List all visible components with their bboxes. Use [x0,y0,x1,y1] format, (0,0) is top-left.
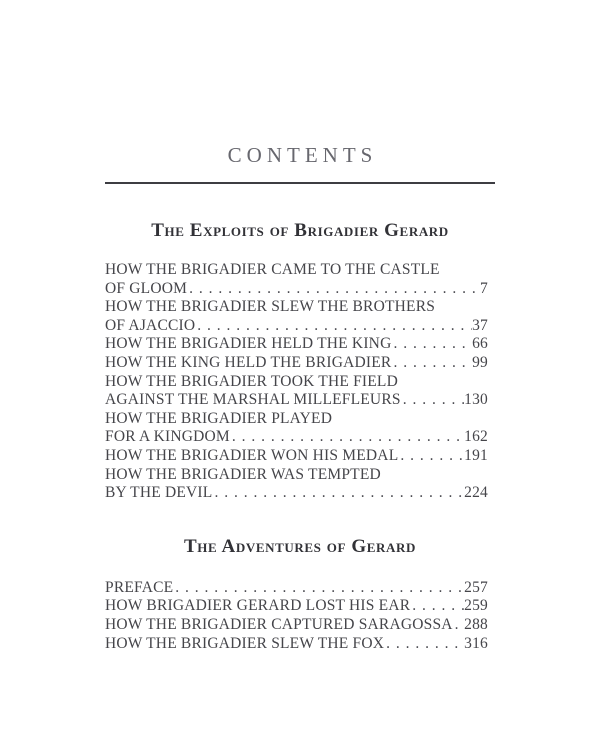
dot-leader [393,354,472,373]
toc-entry-line [105,298,488,317]
entry-text: HOW THE BRIGADIER SLEW THE FOX [105,634,385,652]
dot-leader [412,597,464,616]
toc-entry-line [105,635,488,654]
toc-entry-line [105,484,488,503]
toc-list-adventures [105,579,495,653]
toc-entry-line [105,335,488,354]
page-number: 191 [464,446,488,464]
section-heading-adventures: The Adventures of Gerard [183,535,417,557]
dot-leader [189,280,480,299]
dot-leader [232,428,464,447]
entry-text: OF AJACCIO [105,316,196,334]
entry-text: HOW THE BRIGADIER WON HIS MEDAL [105,446,399,464]
page-number: 162 [464,428,488,446]
entry-text: HOW THE BRIGADIER HELD THE KING [105,335,392,353]
toc-entry-line [105,597,488,616]
entry-text: HOW THE BRIGADIER SLEW THE BROTHERS [105,298,436,316]
page-number: 259 [464,597,488,615]
entry-text: HOW BRIGADIER GERARD LOST HIS EAR [105,597,411,615]
entry-text: HOW THE BRIGADIER WAS TEMPTED [105,465,381,483]
toc-entry-line [105,354,488,373]
entry-text: PREFACE [105,578,174,596]
entry-text: FOR A KINGDOM [105,428,230,446]
toc-entry-line [105,428,488,447]
toc-entry-line [105,261,488,280]
toc-entry-line [105,391,488,410]
page-number: 7 [480,279,488,297]
page-number: 37 [472,316,488,334]
dot-leader [393,335,472,354]
contents-block [105,0,495,653]
entry-text: HOW THE BRIGADIER CAME TO THE CASTLE [105,261,440,278]
toc-entry-line [105,616,488,635]
toc-list-exploits [105,261,495,503]
toc-entry-line [105,579,488,598]
toc-entry-line [105,466,488,485]
dot-leader [197,317,472,336]
entry-text: AGAINST THE MARSHAL MILLEFLEURS [105,391,401,409]
dot-leader [386,635,464,654]
entry-text: OF GLOOM [105,279,188,297]
dot-leader [455,616,464,635]
entry-text: HOW THE BRIGADIER CAPTURED SARAGOSSA [105,615,453,633]
toc-entry-line [105,280,488,299]
entry-text: BY THE DEVIL [105,484,213,502]
page-number: 316 [464,634,488,652]
dot-leader [403,391,464,410]
page-number: 257 [464,578,488,596]
toc-entry-line [105,317,488,336]
toc-entry-line [105,447,488,466]
entry-text: HOW THE BRIGADIER TOOK THE FIELD [105,372,398,390]
entry-text: HOW THE KING HELD THE BRIGADIER [105,353,392,371]
dot-leader [175,579,464,598]
page-number: 224 [464,484,488,502]
toc-entry-line [105,373,488,392]
page-number: 288 [464,615,488,633]
entry-text: HOW THE BRIGADIER PLAYED [105,409,333,427]
section-heading-exploits: The Exploits of Brigadier Gerard [151,220,449,241]
page-number: 99 [472,353,488,371]
page-number: 66 [472,335,488,353]
page-title: CONTENTS [227,143,378,167]
dot-leader [214,484,464,503]
title-rule [105,182,495,184]
page-number: 130 [464,391,488,409]
toc-entry-line [105,410,488,429]
dot-leader [400,447,464,466]
